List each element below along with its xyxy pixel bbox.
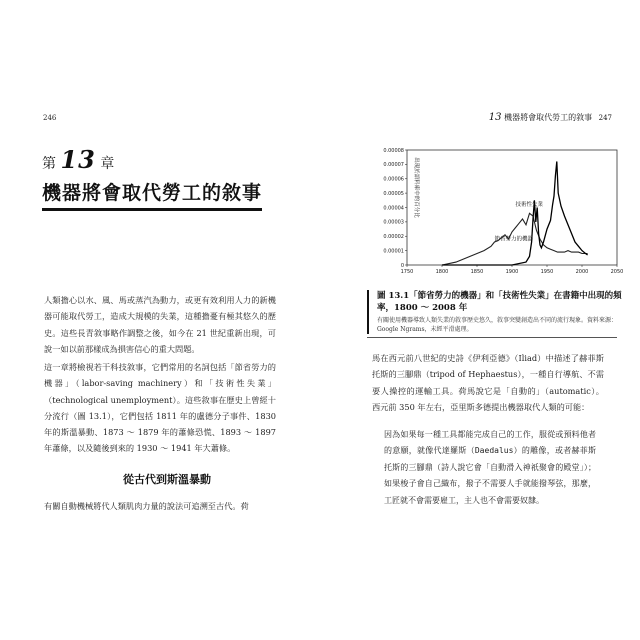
y-tick-label: 0.00008 (383, 147, 404, 154)
y-tick-label: 0.00003 (383, 219, 404, 226)
x-tick-label: 1750 (400, 269, 414, 275)
y-axis-label: 出現於語料庫中的百分比 (413, 157, 419, 218)
series-annotation-1: 技術性失業 (515, 202, 544, 209)
running-head (489, 112, 612, 123)
left-page-number: 246 (43, 114, 57, 122)
y-tick-label: 0.00006 (383, 176, 404, 183)
x-tick-label: 2050 (610, 269, 624, 275)
right-body-text-cont: 西元前 350 年左右，亞里斯多德提出機器取代人類的可能： (372, 401, 590, 412)
caption-divider (367, 337, 617, 338)
chapter-prefix: 第 (42, 156, 56, 172)
chapter-suffix: 章 (100, 156, 115, 172)
figure-title: 圖 13.1「節省勞力的機器」和「技術性失業」在書籍中出現的頻率，1800 ～ 2008 年 (377, 291, 622, 313)
y-tick-label: 0.00001 (383, 248, 404, 255)
figure-note: 有關使用機器導致人類失業的敘事歷史悠久，敘事突變創造出不同的流行現象。資料來源：Google Ngrams，未經平滑處理。 (377, 317, 618, 333)
right-page-number: 247 (598, 114, 612, 122)
y-tick-label: 0.00002 (383, 234, 404, 241)
y-tick-label: 0.00007 (383, 162, 404, 169)
plot-frame (407, 150, 617, 265)
series-line-2 (442, 162, 588, 266)
chapter-number: 13 (60, 145, 96, 174)
y-tick-label: 0 (400, 262, 404, 269)
y-tick-label: 0.00005 (383, 190, 404, 197)
y-tick-label: 0.00004 (383, 205, 404, 212)
x-tick-label: 1950 (540, 269, 554, 275)
line-chart (367, 140, 627, 290)
chapter-number-label (42, 145, 114, 174)
body-paragraph-1: 人類擔心以水、風、馬或蒸汽為動力，或更有效利用人力的新機器可能取代勞工，造成大規模的失業，這種擔憂有極其悠久的歷史。這些長青敘事略作調整之後，如今在 21 世紀重新出現，可說一如以前那樣成為損害信心的重大問題。 (44, 295, 276, 354)
body-paragraph-2: 這一章將檢視若干科技敘事，它們常用的名詞包括「節省勞力的機器」（labor-saving machinery）和「技術性失業」（technological unemployment）。這些敘事在歷史上曾經十分流行（圖 13.1），它們包括 1811 年的盧德分子事件、1830 年的斯溫暴動、1873 ～ 1879 年的蕭條恐慌、1893 ～ 1897 年蕭條，以及隨後到來的 1930 ～ 1941 年大蕭條。 (44, 362, 276, 454)
body-paragraph-3: 有關自動機械將代人類肌肉力量的說法可追溯至古代。荷 (44, 501, 249, 511)
x-tick-label: 1800 (435, 269, 449, 275)
right-page (320, 0, 640, 640)
figure-caption (367, 290, 625, 334)
x-tick-label: 1900 (505, 269, 519, 275)
block-quote: 因為如果每一種工具都能完成自己的工作，服從或預料他者的意願，就像代達羅斯（Daedalus）的雕像，或者赫菲斯托斯的三腳鼎（詩人說它會「自動滑入神祇聚會的殿堂」）；如果梭子會自己織布，撥子不需要人手就能撥琴弦，那麼，工匠就不會需要雇工，主人也不會需要奴隸。 (384, 430, 596, 505)
chapter-title: 機器將會取代勞工的敘事 (42, 182, 263, 204)
right-body-text: 馬在西元前八世紀的史詩《伊利亞德》（Iliad）中描述了赫菲斯托斯的三腳鼎（tripod of Hephaestus），一種自行導航、不需要人操控的運輸工具。荷馬說它是「自動的」（automatic）。 (372, 353, 604, 396)
series-annotation-2: 節省勞力的機器 (494, 236, 534, 243)
x-tick-label: 1850 (470, 269, 484, 275)
figure-chart (367, 140, 627, 290)
right-body-paragraph (372, 350, 604, 415)
running-head-title: 機器將會取代勞工的敘事 (504, 113, 593, 122)
x-tick-label: 2000 (575, 269, 589, 275)
section-heading: 從古代到斯溫暴動 (123, 473, 211, 486)
chapter-title-rule (42, 208, 262, 211)
running-head-chapter: 13 (488, 112, 502, 123)
